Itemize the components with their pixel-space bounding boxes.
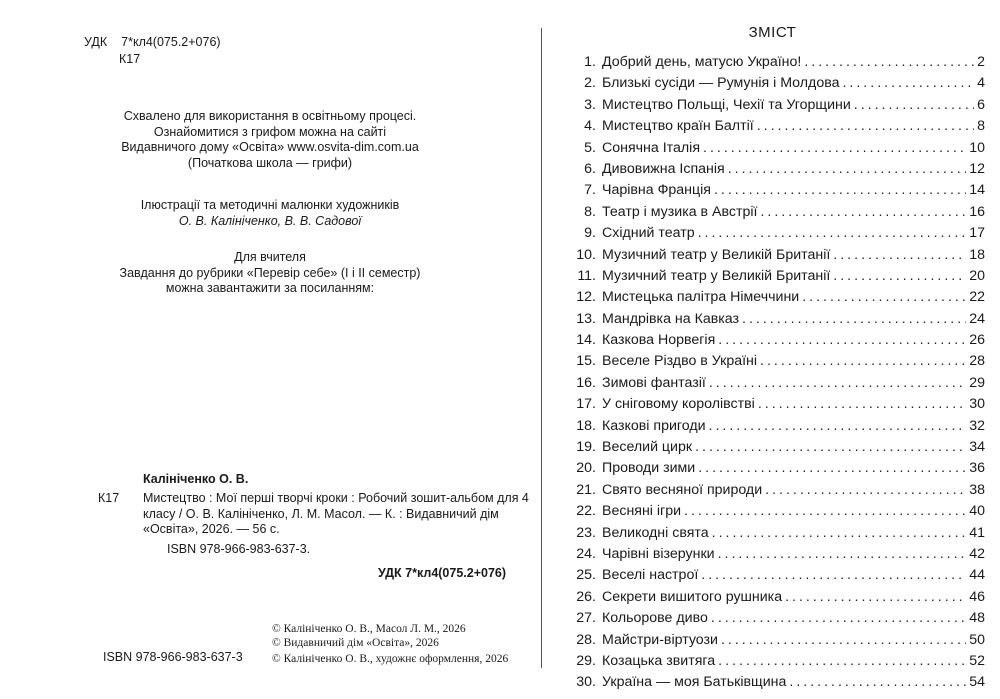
toc-leader-dots — [742, 309, 966, 330]
toc-item-title: Чарівні візерунки — [602, 545, 715, 562]
toc-item-page: 6 — [977, 96, 985, 113]
toc-item-page: 16 — [969, 203, 985, 220]
toc-item-page: 50 — [969, 631, 985, 648]
udk-label: УДК — [84, 35, 108, 49]
toc-leader-dots — [728, 159, 967, 180]
teacher-note-line: Для вчителя — [234, 250, 306, 264]
toc-item-page: 10 — [969, 139, 985, 156]
toc-item — [565, 565, 985, 586]
toc-item — [565, 138, 985, 159]
toc-item-number: 17. — [576, 396, 596, 413]
toc-item-title: Свято весняної природи — [602, 481, 763, 498]
toc-item — [565, 95, 985, 116]
copyright-line: © Калініченко О. В., Масол Л. М., 2026 — [272, 623, 466, 635]
toc-item-page: 24 — [969, 310, 985, 327]
toc-leader-dots — [757, 116, 974, 137]
toc-item — [565, 266, 985, 287]
illustrations-credit — [0, 198, 540, 229]
toc-item — [565, 73, 985, 94]
toc-item-page: 2 — [977, 54, 985, 70]
illustrations-line: Ілюстрації та методичні малюнки художників — [140, 198, 400, 212]
toc-leader-dots — [804, 52, 974, 73]
copyright-line: © Видавничий дім «Освіта», 2026 — [272, 637, 439, 649]
udk-header — [84, 34, 221, 68]
toc-item-number: 27. — [576, 610, 596, 627]
toc-item-number: 22. — [576, 503, 596, 520]
toc-item-page: 26 — [969, 332, 985, 349]
toc-item — [565, 544, 985, 565]
toc-leader-dots — [789, 672, 966, 693]
toc-item-number: 29. — [576, 652, 596, 669]
toc-item-title: Добрий день, матусю Україно! — [602, 54, 802, 70]
toc-item-page: 42 — [969, 545, 985, 562]
toc-item-page: 34 — [969, 439, 985, 456]
contents-page — [545, 0, 1000, 699]
copyright-line: © Калініченко О. В., художнє оформлення, 2026 — [272, 653, 509, 665]
toc-item — [565, 309, 985, 330]
toc-item — [565, 330, 985, 351]
approval-line: Ознайомитися з грифом можна на сайті — [153, 124, 387, 139]
toc-item-number: 18. — [576, 417, 596, 434]
toc-item-title: Казкові пригоди — [602, 417, 706, 434]
toc-item-number: 9. — [584, 225, 596, 242]
toc-item-number: 23. — [576, 524, 596, 541]
toc-item-number: 2. — [584, 75, 596, 92]
toc-item-page: 12 — [969, 160, 985, 177]
toc-item-page: 36 — [969, 460, 985, 477]
approval-line: Схвалено для використання в освітньому процесі. — [123, 109, 417, 123]
udk-bottom: УДК 7*кл4(075.2+076) — [378, 566, 507, 580]
toc-item-page: 8 — [977, 118, 985, 135]
toc-item — [565, 202, 985, 223]
teacher-note-line: можна завантажити за посиланням: — [165, 281, 375, 296]
illustrator-names: О. В. Калініченко, В. В. Садової — [178, 213, 362, 228]
toc-item-title: Східний театр — [602, 225, 695, 242]
toc-leader-dots — [712, 523, 967, 544]
toc-item-page: 46 — [969, 588, 985, 605]
toc-leader-dots — [760, 202, 966, 223]
toc-item — [565, 523, 985, 544]
toc-leader-dots — [718, 330, 966, 351]
toc-item-number: 5. — [584, 139, 596, 156]
toc-item-page: 44 — [969, 567, 985, 584]
toc-item-number: 26. — [576, 588, 596, 605]
toc-item-title: Мандрівка на Кавказ — [602, 310, 740, 327]
toc-leader-dots — [854, 95, 974, 116]
toc-item-number: 19. — [576, 439, 596, 456]
toc-item-number: 11. — [577, 267, 596, 284]
bibliographic-description: Мистецтво : Мої перші творчі кроки : Робочий зошит-альбом для 4 класу / О. В. Калініченко, Л. М. Масол. — К. : Видавничий дім «Освіта», 2026. — 56 с. — [143, 491, 529, 537]
udk-code: 7*кл4(075.2+076) — [121, 35, 221, 49]
toc-item-title: Театр і музика в Австрії — [602, 203, 758, 220]
toc-leader-dots — [718, 544, 967, 565]
toc-leader-dots — [711, 608, 966, 629]
teacher-note — [0, 250, 540, 297]
toc-item-title: Весняні ігри — [602, 503, 682, 520]
toc-item-number: 12. — [576, 289, 596, 306]
toc-item-number: 6. — [584, 160, 596, 177]
toc-item-page: 38 — [969, 481, 985, 498]
toc-item-title: Майстри-віртуози — [602, 631, 718, 648]
toc-leader-dots — [684, 501, 966, 522]
toc-item-title: Веселе Різдво в Україні — [602, 353, 758, 370]
toc-item-title: Музичний театр у Великій Британії — [602, 267, 831, 284]
toc-item-page: 52 — [969, 652, 985, 669]
toc-item-page: 40 — [969, 503, 985, 520]
toc-leader-dots — [842, 73, 974, 94]
toc-item-page: 30 — [969, 396, 985, 413]
toc-item-number: 15. — [576, 353, 596, 370]
toc-item-page: 54 — [969, 674, 985, 691]
toc-item — [565, 416, 985, 437]
toc-item-number: 8. — [584, 203, 596, 220]
toc-leader-dots — [802, 287, 966, 308]
k-code: К17 — [119, 52, 141, 66]
toc-item-title: Мистецтво Польщі, Чехії та Угорщини — [602, 96, 851, 113]
toc-item-page: 14 — [969, 182, 985, 199]
toc-leader-dots — [701, 565, 966, 586]
toc-item — [565, 223, 985, 244]
toc-item-page: 20 — [969, 267, 985, 284]
toc-item — [565, 501, 985, 522]
toc-item-title: Великодні свята — [602, 524, 709, 541]
toc-item-page: 28 — [969, 353, 985, 370]
toc-item-title: Близькі сусіди — Румунія і Молдова — [602, 75, 840, 92]
toc-item — [565, 394, 985, 415]
toc-item-number: 3. — [584, 96, 596, 113]
k-code-biblio: К17 — [98, 491, 120, 505]
toc-item — [565, 351, 985, 372]
toc-item-number: 10. — [576, 246, 596, 263]
toc-item-number: 4. — [584, 118, 596, 135]
toc-item — [565, 651, 985, 672]
toc-leader-dots — [785, 587, 966, 608]
toc-item-title: Мистецька палітра Німеччини — [602, 289, 800, 306]
toc-leader-dots — [698, 223, 967, 244]
toc-list — [565, 52, 985, 694]
toc-leader-dots — [703, 138, 966, 159]
toc-item-page: 29 — [969, 374, 985, 391]
toc-item-number: 13. — [576, 310, 596, 327]
toc-item — [565, 52, 985, 73]
toc-item-title: Україна — моя Батьківщина — [602, 674, 787, 691]
toc-leader-dots — [721, 630, 966, 651]
toc-leader-dots — [833, 266, 966, 287]
toc-item-title: Мистецтво країн Балтії — [602, 118, 754, 135]
toc-leader-dots — [709, 416, 967, 437]
toc-leader-dots — [833, 245, 966, 266]
toc-item — [565, 437, 985, 458]
toc-item — [565, 116, 985, 137]
approval-line: Видавничого дому «Освіта» www.osvita-dim.com.ua — [121, 140, 419, 155]
toc-item-title: Музичний театр у Великій Британії — [602, 246, 831, 263]
approval-note — [0, 109, 540, 171]
toc-leader-dots — [758, 394, 966, 415]
toc-item-number: 1. — [584, 54, 596, 70]
toc-item-title: У сніговому королівстві — [602, 396, 755, 413]
toc-item-number: 28. — [576, 631, 596, 648]
toc-item-number: 20. — [576, 460, 596, 477]
toc-item-title: Сонячна Італія — [602, 139, 700, 156]
toc-item-number: 25. — [576, 567, 596, 584]
toc-item — [565, 180, 985, 201]
toc-item-page: 32 — [969, 417, 985, 434]
toc-item-title: Чарівна Франція — [602, 182, 711, 199]
toc-leader-dots — [698, 458, 966, 479]
toc-item-number: 16. — [576, 374, 596, 391]
toc-item-page: 4 — [977, 75, 985, 92]
toc-item-title: Казкова Норвегія — [602, 332, 716, 349]
toc-item-title: Кольорове диво — [602, 610, 708, 627]
toc-leader-dots — [760, 351, 966, 372]
author-heading: Калініченко О. В. — [143, 472, 249, 486]
toc-item-title: Проводи зими — [602, 460, 696, 477]
toc-item-page: 17 — [969, 225, 985, 242]
toc-item-title: Козацька звитяга — [602, 652, 716, 669]
toc-item — [565, 373, 985, 394]
toc-item — [565, 458, 985, 479]
toc-item-page: 41 — [969, 524, 985, 541]
toc-leader-dots — [714, 180, 966, 201]
toc-item — [565, 480, 985, 501]
toc-item-number: 14. — [576, 332, 596, 349]
toc-item — [565, 159, 985, 180]
toc-leader-dots — [765, 480, 966, 501]
toc-item-title: Веселі настрої — [602, 567, 699, 584]
toc-item — [565, 587, 985, 608]
toc-item-page: 22 — [969, 289, 985, 306]
isbn-bottom: ISBN 978-966-983-637-3 — [103, 650, 243, 664]
toc-item-page: 48 — [969, 610, 985, 627]
isbn: ISBN 978-966-983-637-3. — [167, 542, 311, 556]
toc-item — [565, 630, 985, 651]
toc-item — [565, 287, 985, 308]
page-divider — [541, 28, 542, 668]
toc-item-number: 21. — [576, 481, 596, 498]
toc-item-number: 30. — [576, 674, 596, 691]
toc-leader-dots — [695, 437, 966, 458]
toc-leader-dots — [709, 373, 966, 394]
toc-item-title: Веселий цирк — [602, 439, 693, 456]
toc-item — [565, 245, 985, 266]
toc-leader-dots — [718, 651, 966, 672]
toc-item-title: Секрети вишитого рушника — [602, 588, 783, 605]
toc-item-number: 24. — [576, 545, 596, 562]
approval-line: (Початкова школа — грифи) — [187, 155, 353, 170]
teacher-note-line: Завдання до рубрики «Перевір себе» (І і ІІ семестр) — [119, 265, 421, 280]
toc-item-page: 18 — [969, 246, 985, 263]
toc-item — [565, 608, 985, 629]
toc-item-title: Зимові фантазії — [602, 374, 706, 391]
toc-item-title: Дивовижна Іспанія — [602, 160, 725, 177]
toc-item-number: 7. — [584, 182, 596, 199]
toc-item — [565, 672, 985, 693]
toc-title: ЗМІСТ — [748, 24, 797, 41]
